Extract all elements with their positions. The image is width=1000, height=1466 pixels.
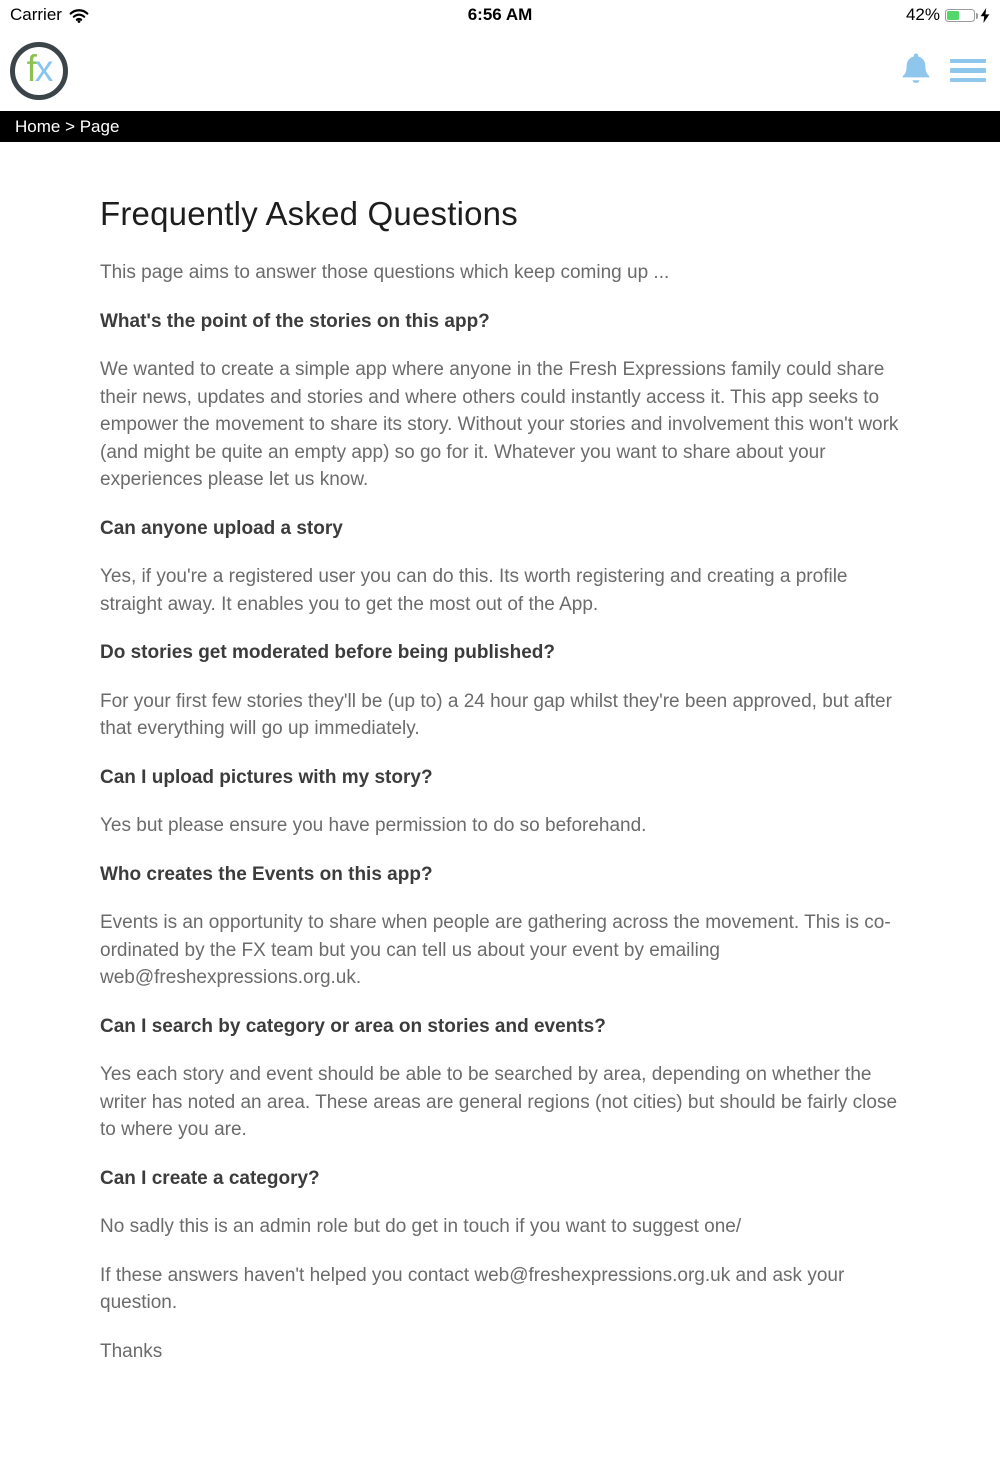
faq-item: [100, 1165, 900, 1241]
faq-question: Can I create a category?: [100, 1167, 320, 1189]
battery-fill: [947, 11, 959, 20]
outro-paragraph: If these answers haven't helped you contact web@freshexpressions.org.uk and ask your question.: [100, 1264, 845, 1313]
bell-icon: [899, 51, 933, 90]
carrier-label: Carrier: [10, 5, 62, 24]
faq-list: [100, 308, 900, 1241]
faq-answer: No sadly this is an admin role but do get in touch if you want to suggest one/: [100, 1216, 742, 1237]
faq-answer: We wanted to create a simple app where anyone in the Fresh Expressions family could share their news, updates and stories and where others could instantly access it. This app seeks to empower the movement to share its story. Without your stories and involvement this won't work (and might be quite an empty app) so go for it. Whatever you want to share about your experiences please let us know.: [100, 359, 899, 490]
faq-question: Who creates the Events on this app?: [100, 863, 433, 885]
app-header: [0, 30, 1000, 111]
faq-item: [100, 515, 900, 619]
faq-answer: Yes, if you're a registered user you can do this. Its worth registering and creating a profile straight away. It enables you to get the most out of the App.: [100, 566, 848, 615]
charging-bolt-icon: [980, 8, 990, 23]
faq-answer: Yes but please ensure you have permission to do so beforehand.: [100, 815, 647, 836]
breadcrumb[interactable]: Home > Page: [15, 116, 120, 136]
status-bar: [0, 0, 1000, 30]
faq-page: [0, 142, 1000, 1466]
faq-question: Do stories get moderated before being published?: [100, 642, 555, 663]
app-logo[interactable]: [10, 42, 68, 100]
faq-item: [100, 764, 900, 840]
battery-icon: [945, 9, 975, 22]
faq-question: Can anyone upload a story: [100, 517, 343, 539]
faq-answer: Events is an opportunity to share when people are gathering across the movement. This is co-ordinated by the FX team but you can tell us about your event by emailing web@freshexpressions.org.uk.: [100, 912, 891, 988]
page-title: Frequently Asked Questions: [100, 195, 518, 232]
battery-percent: 42%: [905, 5, 940, 24]
status-time: 6:56 AM: [467, 5, 533, 24]
faq-item: [100, 861, 900, 992]
notifications-button[interactable]: [899, 51, 933, 90]
breadcrumb-bar: [0, 111, 1000, 142]
faq-answer: Yes each story and event should be able to be searched by area, depending on whether the writer has noted an area. These areas are general regions (not cities) but should be fairly close to where you are.: [100, 1064, 898, 1140]
faq-question: Can I upload pictures with my story?: [100, 766, 433, 788]
logo-letter-f: f: [26, 48, 35, 89]
faq-item: [100, 308, 900, 494]
faq-question: Can I search by category or area on stories and events?: [100, 1015, 606, 1037]
hamburger-icon: [950, 59, 986, 64]
faq-answer: For your first few stories they'll be (up to) a 24 hour gap whilst they're been approved, but after that everything will go up immediately.: [100, 690, 892, 739]
closing-paragraph: Thanks: [100, 1340, 163, 1362]
intro-paragraph: This page aims to answer those questions which keep coming up ...: [100, 262, 670, 283]
logo-letter-x: x: [34, 48, 52, 89]
faq-item: [100, 639, 900, 743]
faq-item: [100, 1013, 900, 1144]
menu-button[interactable]: [950, 59, 986, 83]
faq-question: What's the point of the stories on this app?: [100, 310, 490, 332]
